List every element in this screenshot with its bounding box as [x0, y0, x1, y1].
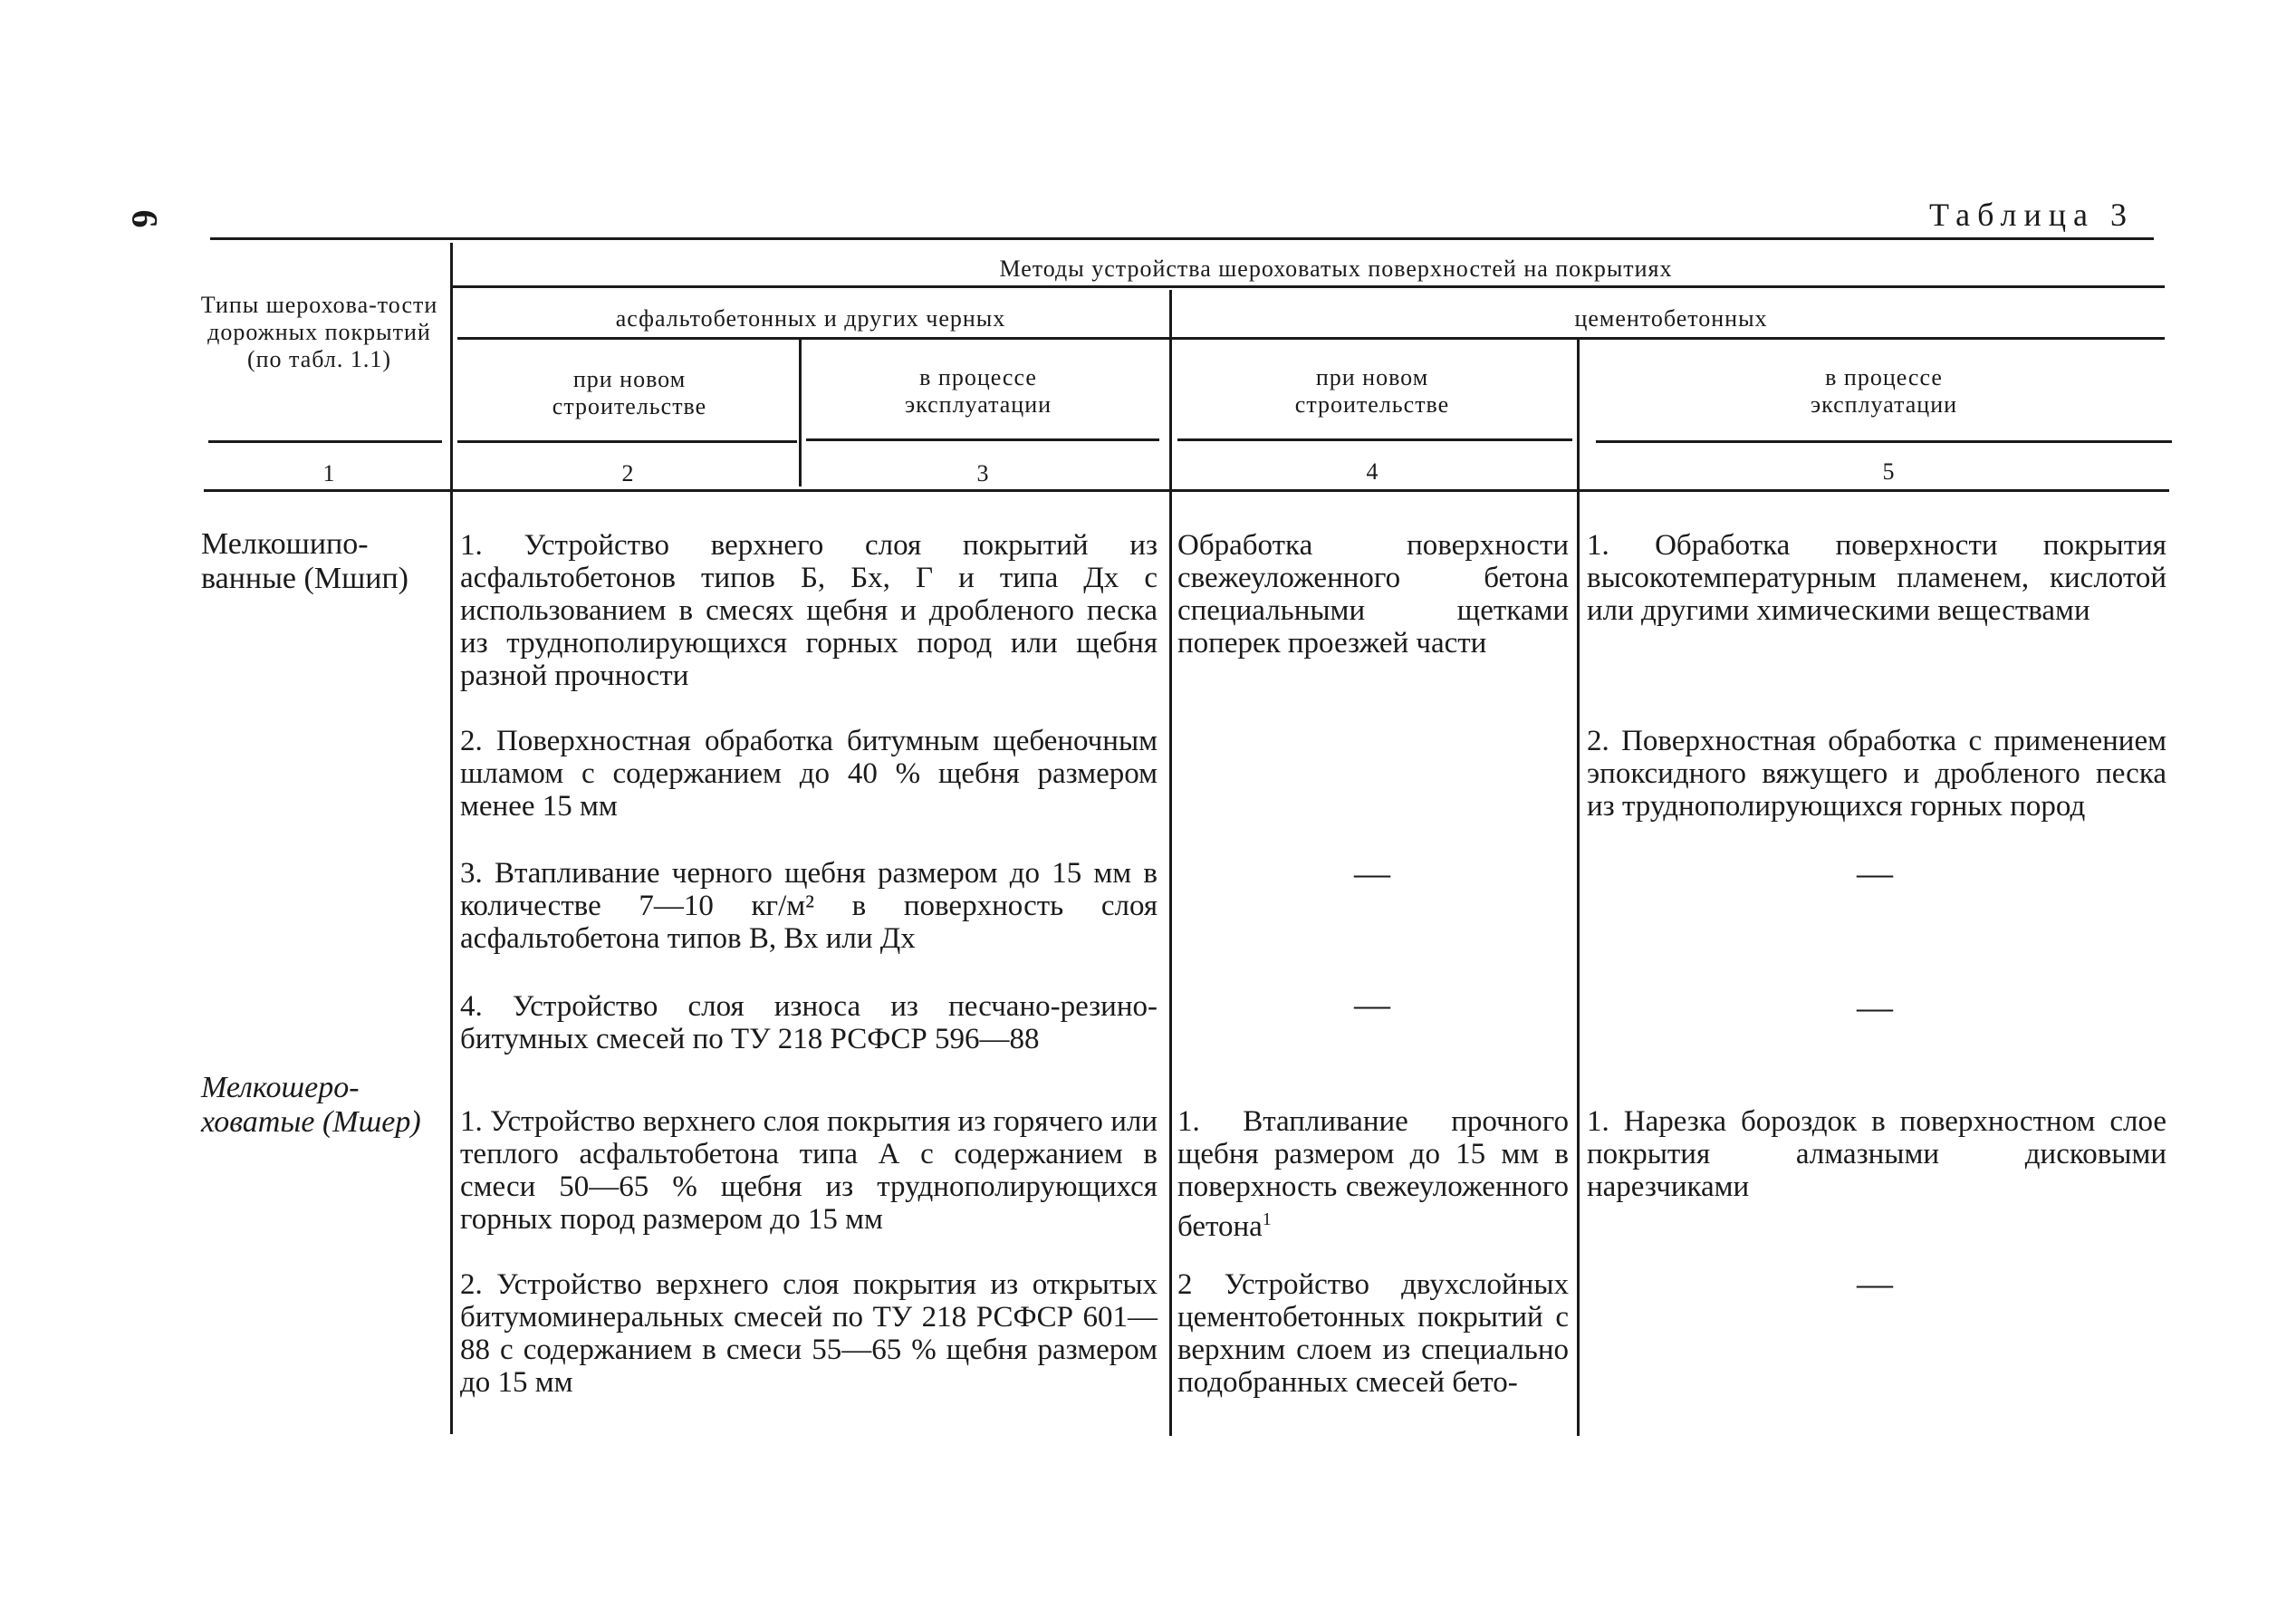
- vrule-4: [1577, 340, 1580, 1436]
- msher-cement-new-item-2: 2 Устройство двухслойных цементобетонных покрытий с верхним слоем из специально подобранных смесей бето-: [1177, 1268, 1569, 1399]
- vrule-2: [799, 337, 802, 486]
- colnum-4: 4: [1366, 458, 1379, 485]
- colhead-rule-3: [806, 438, 1159, 441]
- methods-rule: [453, 285, 2165, 288]
- colnum-5: 5: [1882, 458, 1895, 485]
- header-in-operation: в процессе эксплуатации: [904, 364, 1052, 418]
- header-new-construction-2: при новом строительстве: [1294, 364, 1450, 418]
- table-title: Таблица 3: [1929, 197, 2134, 233]
- header-in-operation-2: в процессе эксплуатации: [1810, 364, 1958, 418]
- footnote-marker: 1: [1262, 1209, 1272, 1229]
- msher-cement-new-item-1-text: 1. Втапливание прочного щебня размером до 15 мм в поверхность свежеуложенного бетона: [1177, 1105, 1569, 1243]
- msher-asphalt-new-item-1: 1. Устройство верхнего слоя покрытия из горячего или теплого асфальтобетона типа А с содержанием в смеси 50—65 % щебня из труднополирующихся горных пород размером до 15 мм: [460, 1105, 1158, 1236]
- vrule-3: [1169, 290, 1172, 1436]
- table-top-rule: [210, 237, 2154, 240]
- mship-asphalt-new-item-4: 4. Устройство слоя износа из песчано-резино-битумных смесей по ТУ 218 РСФСР 596—88: [460, 990, 1158, 1055]
- mship-cement-new-dash-2: —: [1354, 984, 1390, 1025]
- msher-asphalt-new-item-2: 2. Устройство верхнего слоя покрытия из открытых битумоминеральных смесей по ТУ 218 РСФСР 601—88 с содержанием в смеси 55—65 % щебня размером до 15 мм: [460, 1268, 1158, 1399]
- subgroup-rule: [457, 337, 2165, 340]
- mship-cement-new: Обработка поверхности свежеуложенного бетона специальными щетками поперек проезжей части: [1177, 529, 1569, 660]
- type-label-mship: Мелкошипо-ванные (Мшип): [201, 527, 408, 595]
- colhead-rule-2: [457, 440, 797, 443]
- colhead-rule-4: [1177, 438, 1572, 441]
- msher-cement-operation: 1. Нарезка бороздок в поверхностном слое покрытия алмазными дисковыми нарезчиками: [1587, 1105, 2166, 1203]
- page-number: 6: [124, 209, 166, 228]
- type-label-msher: Мелкошеро-ховатые (Мшер): [201, 1071, 421, 1139]
- header-asphalt: асфальтобетонных и других черных: [615, 305, 1006, 332]
- vrule-1: [450, 243, 453, 1434]
- header-cement: цементобетонных: [1574, 305, 1768, 332]
- header-row-types: Типы шерохова-тости дорожных покрытий (по табл. 1.1): [200, 292, 438, 372]
- mship-cement-operation-dash-2: —: [1857, 987, 1893, 1027]
- mship-cement-operation-item-2: 2. Поверхностная обработка с применением эпоксидного вяжущего и дробленого песка из труднополирующихся горных пород: [1587, 725, 2166, 823]
- msher-cement-new-item-1: [1177, 1105, 1569, 1243]
- mship-cement-operation-dash-1: —: [1857, 852, 1893, 893]
- header-new-construction: при новом строительстве: [552, 366, 707, 419]
- mship-asphalt-new-item-3: 3. Втапливание черного щебня размером до 15 мм в количестве 7—10 кг/м² в поверхность слоя асфальтобетона типов В, Вх или Дх: [460, 857, 1158, 955]
- colnum-1: 1: [322, 460, 335, 486]
- msher-cement-operation-dash: —: [1857, 1263, 1893, 1304]
- colhead-rule-5: [1596, 440, 2172, 443]
- colhead-rule-1: [208, 440, 442, 443]
- mship-cement-new-dash-1: —: [1354, 852, 1390, 893]
- mship-cement-operation-item-1: 1. Обработка поверхности покрытия высокотемпературным пламенем, кислотой или другими химическими веществами: [1587, 529, 2166, 627]
- mship-asphalt-new-item-2: 2. Поверхностная обработка битумным щебеночным шламом с содержанием до 40 % щебня размером менее 15 мм: [460, 725, 1158, 823]
- mship-asphalt-new-item-1: 1. Устройство верхнего слоя покрытий из асфальтобетонов типов Б, Бх, Г и типа Дх с использованием в смесях щебня и дробленого песка из труднополирующихся горных пород или щебня разной прочности: [460, 529, 1158, 692]
- colnum-2: 2: [621, 460, 634, 486]
- header-methods: Методы устройства шероховатых поверхностей на покрытиях: [999, 255, 1673, 282]
- colnum-3: 3: [976, 460, 989, 486]
- numrow-rule: [204, 489, 2169, 492]
